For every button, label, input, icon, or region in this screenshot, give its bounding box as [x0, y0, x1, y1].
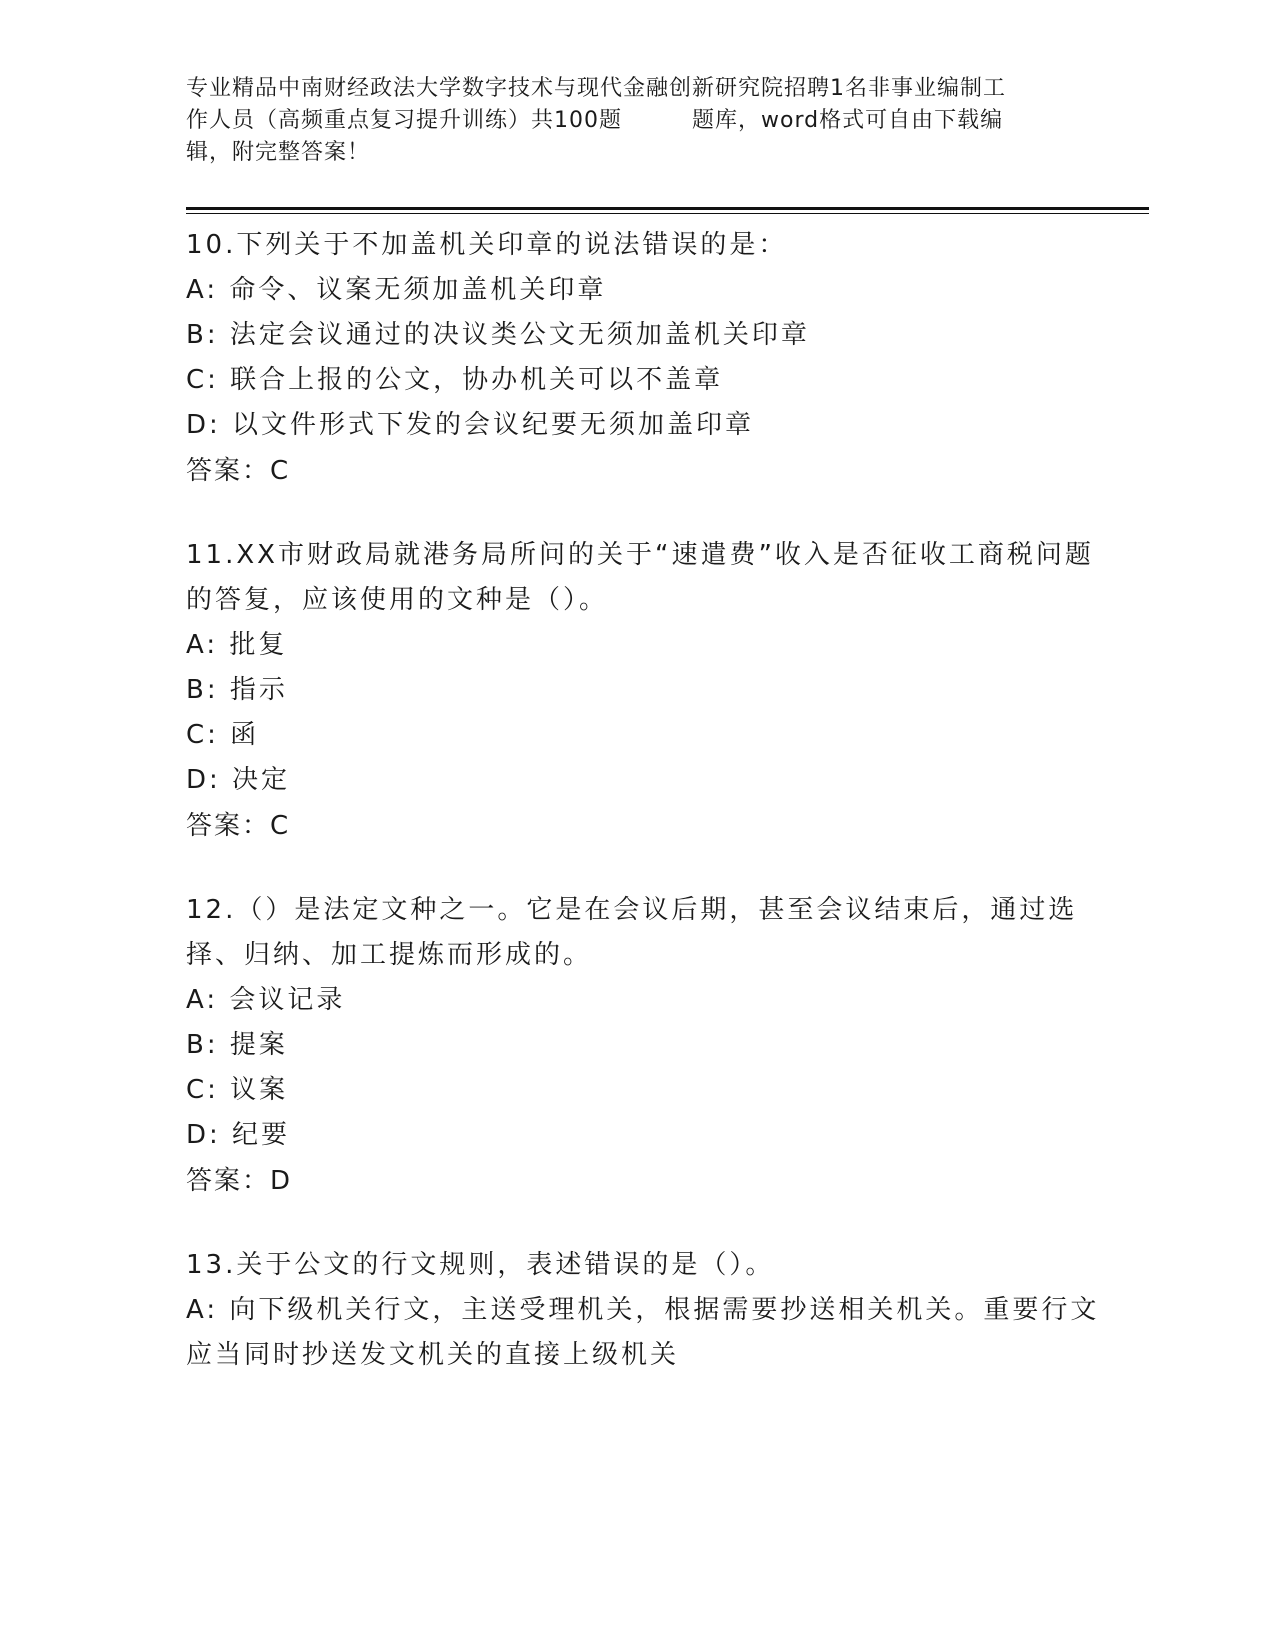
document-header: [186, 73, 1086, 169]
option-d: D: 决定: [186, 765, 291, 795]
question-list: [186, 223, 1106, 1417]
option-c: C: 联合上报的公文，协办机关可以不盖章: [186, 365, 724, 395]
question-text: 11.XX市财政局就港务局所问的关于“速遣费”收入是否征收工商税问题的答复，应该使用的文种是（）。: [186, 540, 1094, 615]
question-text: 13.关于公文的行文规则，表述错误的是（）。: [186, 1250, 775, 1280]
question-12: [186, 888, 1106, 1204]
option-b: B: 提案: [186, 1030, 288, 1060]
header-divider-thick: [186, 207, 1149, 210]
option-a: A: 命令、议案无须加盖机关印章: [186, 275, 607, 305]
option-b: B: 指示: [186, 675, 288, 705]
header-title-line-2b: 题库，word格式可自由下载编: [692, 108, 1004, 133]
option-d: D: 纪要: [186, 1120, 291, 1150]
option-d: D: 以文件形式下发的会议纪要无须加盖印章: [186, 410, 755, 440]
question-10: [186, 223, 1106, 494]
header-title-line-3: 辑，附完整答案！: [186, 140, 371, 165]
header-title-line-1: 专业精品中南财经政法大学数字技术与现代金融创新研究院招聘1名非事业编制工: [186, 76, 1006, 101]
option-c: C: 议案: [186, 1075, 289, 1105]
option-c: C: 函: [186, 720, 260, 750]
question-text: 12.（）是法定文种之一。它是在会议后期，甚至会议结束后，通过选择、归纳、加工提炼而形成的。: [186, 895, 1078, 970]
answer: 答案：D: [186, 1166, 293, 1196]
header-divider-thin: [186, 213, 1149, 214]
answer: 答案：C: [186, 456, 291, 486]
question-11: [186, 533, 1106, 849]
header-title-line-2: [186, 105, 1086, 137]
question-text: 10.下列关于不加盖机关印章的说法错误的是：: [186, 230, 788, 260]
question-13: [186, 1243, 1106, 1378]
option-a: A: 批复: [186, 630, 288, 660]
option-a: A: 会议记录: [186, 985, 346, 1015]
option-b: B: 法定会议通过的决议类公文无须加盖机关印章: [186, 320, 810, 350]
header-title-line-2a: 作人员（高频重点复习提升训练）共100题: [186, 108, 622, 133]
option-a: A: 向下级机关行文，主送受理机关，根据需要抄送相关机关。重要行文应当同时抄送发文机关的直接上级机关: [186, 1295, 1100, 1370]
answer: 答案：C: [186, 811, 291, 841]
